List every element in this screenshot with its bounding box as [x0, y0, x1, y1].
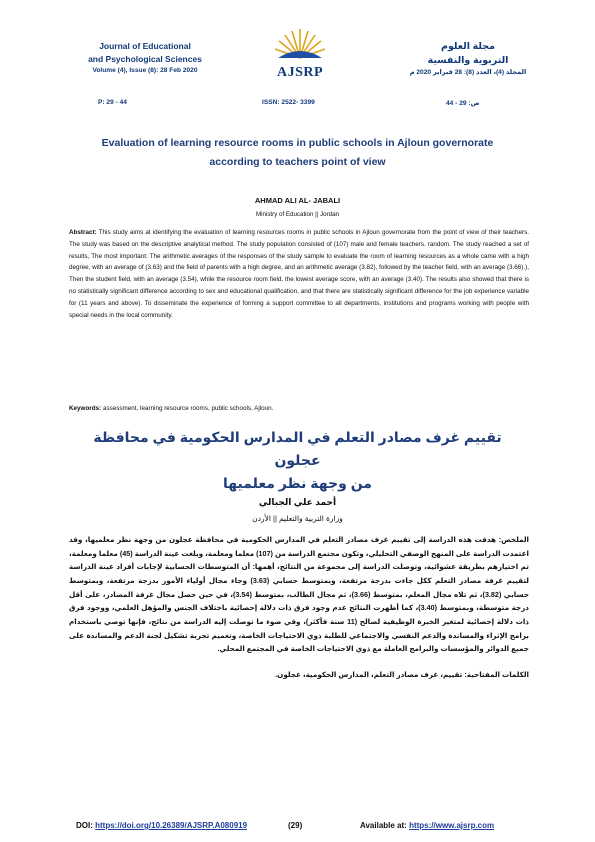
paper-title-en	[70, 134, 525, 173]
pages-ar: ص: 29 - 44	[446, 100, 480, 107]
doi-link[interactable]: https://doi.org/10.26389/AJSRP.A080919	[95, 821, 248, 830]
paper-title-en-line1: Evaluation of learning resource rooms in public schools in Ajloun governorate	[101, 137, 494, 149]
logo-sunburst-icon	[270, 26, 330, 60]
paper-title-ar-line1: تقييم غرف مصادر التعلم في المدارس الحكومية في محافظة عجلون	[93, 429, 502, 469]
journal-header-ar	[383, 40, 553, 77]
affiliation-en: Ministry of Education || Jordan	[255, 211, 339, 218]
abstract-en-text: This study aims at identifying the evaluation of learning resources rooms in public schools in Ajloun governorate from the point of view of their teachers. The study was based on the descriptive analytical method. The study population consisted of (107) male and female teachers. random. The study reached a set of results, The most important: The arithmetic averages of the responses of the study sample to evaluate the room of learning resources as a whole came with a high degree, with an average of (3.63) and the field of parents with a high degree, and an arithmetic average (3.82), followed by the teacher field, with an average (3.66).), Then the student field, with an average (3.54), while the resource room field, the lowest average score, with an average (3.40). The results also showed that there is no statistically significant difference according to sex and educational qualification, and that there are statistically significant difference for the job experience variable for (11 years and above). To disseminate the experience of forming a support committee to all departments, institutions and programs working with people with special needs in the local community.	[69, 229, 529, 319]
abstract-en	[69, 227, 529, 322]
journal-name-ar-line1: مجلة العلوم	[441, 41, 495, 52]
keywords-ar: الكلمات المفتاحية: تقييم، غرف مصادر التعلم، المدارس الحكومية، عجلون.	[275, 670, 529, 679]
paper-title-ar-line2: من وجهة نظر معلميها	[223, 475, 372, 492]
journal-logo	[255, 26, 345, 81]
keywords-en	[69, 405, 529, 412]
abstract-ar: الملخص: هدفت هذه الدراسة إلى تقييم غرف مصادر التعلم في المدارس الحكومية في محافظة عجلون من وجهة نظر معلميها، وقد اعتمدت الدراسة على المنهج الوصفي التحليلي، وتكون مجتمع الدراسة من (107) معلما ومعلمة، وبلغت عينة الدراسة (45) معلما ومعلمة، تم اختيارهم بطريقة عشوائية، وتوصلت الدراسة إلى مجموعة من النتائج، أهمها: أن المتوسطات الحسابية لإجابات أفراد عينة الدراسة لتقييم غرفة مصادر التعلم ككل جاءت بدرجة مرتفعة، وبمتوسط حسابي (3.63) وجاء مجال أولياء الأمور بدرجة مرتفعة، وبمتوسط حسابي (3.82)، ثم تلاه مجال المعلم، بمتوسط (3.66)، ثم مجال الطالب، بمتوسط (3.54)، في حين حصل مجال غرفة المصادر، على أقل درجة متوسطة، وبمتوسط (3.40)، كما أظهرت النتائج عدم وجود فرق ذات دلالة إحصائية باختلاف الجنس والمؤهل العلمي، ووجود فرق ذات دلالة إحصائية لمتغير الخبرة الوظيفية لصالح (11 سنة فأكثر)، وفي ضوء ما توصلت إليه الدراسة من نتائج، فإنها توصي باستخدام برامج الإثراء والمساندة والدعم النفسي والاجتماعي للطلبة ذوي الاحتياجات الخاصة، وتعميم تجربة تشكيل لجنة الدعم والمساندة على جميع الدوائر والمؤسسات والبرامج العاملة مع ذوي الاحتياجات الخاصة في المجتمع المحلي.	[69, 535, 529, 654]
journal-header-en	[60, 40, 230, 77]
volume-issue-ar: المجلد (4)، العدد (8): 28 فبراير 2020 م	[409, 68, 527, 76]
volume-issue-en: Volume (4), Issue (8): 28 Feb 2020	[92, 67, 198, 75]
paper-title-en-line2: according to teachers point of view	[209, 156, 386, 169]
keywords-en-label: Keywords:	[69, 405, 102, 412]
doi-label: DOI:	[76, 821, 93, 830]
pages-en: P: 29 - 44	[98, 99, 127, 106]
journal-name-en-line1: Journal of Educational	[99, 41, 191, 51]
page-footer	[76, 821, 526, 830]
website-link[interactable]: https://www.ajsrp.com	[409, 821, 495, 830]
available-label: Available at:	[360, 821, 407, 830]
journal-name-ar-line2: التربوية والنفسية	[427, 54, 509, 66]
keywords-en-text: assessment, learning resource rooms, public schools, Ajloun.	[101, 405, 274, 412]
journal-name-en-line2: and Psychological Sciences	[88, 54, 202, 65]
author-name-ar: أحمد علي الجبالي	[258, 497, 337, 507]
page-number: (29)	[288, 821, 303, 830]
affiliation-ar: وزارة التربية والتعليم || الأردن	[252, 514, 343, 523]
abstract-en-label: Abstract:	[69, 229, 97, 236]
issn: ISSN: 2522- 3399	[262, 99, 315, 106]
logo-text: AJSRP	[276, 65, 324, 80]
author-name-en: AHMAD ALI AL- JABALI	[254, 196, 341, 205]
paper-title-ar	[70, 426, 525, 495]
